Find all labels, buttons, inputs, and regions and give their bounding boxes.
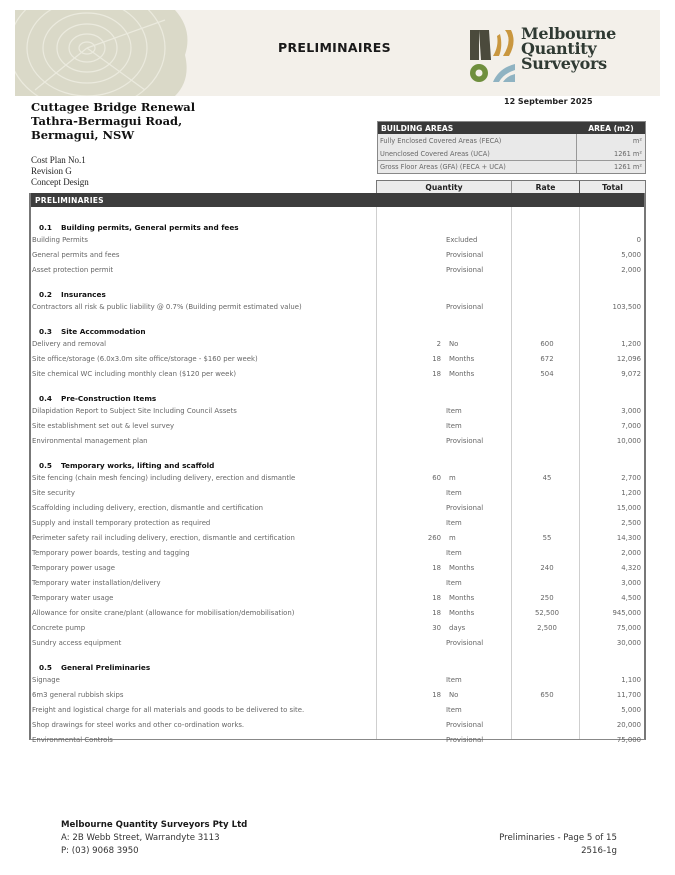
item-description: Environmental Controls bbox=[32, 735, 113, 744]
item-quantity: 18 bbox=[432, 563, 441, 572]
item-quantity: 18 bbox=[432, 690, 441, 699]
item-description: 6m3 general rubbish skips bbox=[32, 690, 124, 699]
page-number: Preliminaries - Page 5 of 15 bbox=[499, 833, 617, 843]
section-number: 0.5 bbox=[39, 461, 52, 470]
design-stage-label: Concept Design bbox=[31, 177, 89, 187]
item-unit: No bbox=[449, 339, 459, 348]
section-spacer bbox=[31, 207, 644, 217]
item-description: Asset protection permit bbox=[32, 265, 114, 274]
item-total: 14,300 bbox=[616, 533, 641, 542]
table-row bbox=[31, 620, 644, 635]
table-row bbox=[31, 575, 644, 590]
column-header-total: Total bbox=[602, 182, 623, 192]
item-unit: Months bbox=[449, 563, 475, 572]
table-row bbox=[31, 336, 644, 351]
item-unit: Months bbox=[449, 593, 475, 602]
item-unit: m bbox=[449, 473, 456, 482]
item-unit: Provisional bbox=[446, 735, 484, 744]
table-row bbox=[31, 530, 644, 545]
building-areas-header: BUILDING AREAS AREA (m2) bbox=[378, 122, 645, 134]
footer-company-info bbox=[61, 819, 247, 858]
item-rate: 504 bbox=[540, 369, 554, 378]
item-unit: Item bbox=[446, 421, 462, 430]
item-total: 75,000 bbox=[616, 623, 641, 632]
item-description: Supply and install temporary protection as required bbox=[32, 518, 211, 527]
column-headers bbox=[376, 180, 646, 193]
section-number: 0.5 bbox=[39, 663, 52, 672]
item-rate: 45 bbox=[542, 473, 552, 482]
table-row bbox=[31, 560, 644, 575]
section-title: Temporary works, lifting and scaffold bbox=[61, 461, 215, 470]
item-total: 2,700 bbox=[621, 473, 641, 482]
item-quantity: 18 bbox=[432, 369, 441, 378]
table-row bbox=[31, 351, 644, 366]
item-total: 0 bbox=[636, 235, 641, 244]
item-description: Perimeter safety rail including delivery, erection, dismantle and certification bbox=[32, 533, 295, 542]
table-row bbox=[31, 262, 644, 277]
table-row bbox=[31, 672, 644, 687]
item-total: 2,500 bbox=[621, 518, 641, 527]
item-unit: Provisional bbox=[446, 503, 484, 512]
item-total: 2,000 bbox=[621, 548, 641, 557]
item-description: Signage bbox=[32, 675, 60, 684]
section-heading bbox=[31, 388, 644, 403]
item-description: Site office/storage (6.0x3.0m site office/storage - $160 per week) bbox=[32, 354, 258, 363]
section-spacer bbox=[31, 277, 644, 284]
item-unit: Item bbox=[446, 406, 462, 415]
item-rate: 2,500 bbox=[537, 623, 557, 632]
item-total: 9,072 bbox=[621, 369, 641, 378]
item-unit: Item bbox=[446, 488, 462, 497]
item-description: Environmental management plan bbox=[32, 436, 148, 445]
item-description: Site security bbox=[32, 488, 75, 497]
table-row bbox=[31, 418, 644, 433]
item-unit: Provisional bbox=[446, 250, 484, 259]
item-description: Temporary water installation/delivery bbox=[32, 578, 161, 587]
item-description: Temporary power boards, testing and tagging bbox=[32, 548, 190, 557]
item-unit: Provisional bbox=[446, 436, 484, 445]
item-total: 75,000 bbox=[616, 735, 641, 744]
item-unit: Item bbox=[446, 705, 462, 714]
table-row bbox=[31, 485, 644, 500]
section-number: 0.2 bbox=[39, 290, 52, 299]
section-title: Site Accommodation bbox=[61, 327, 146, 336]
item-unit: Provisional bbox=[446, 638, 484, 647]
table-row bbox=[31, 500, 644, 515]
footer-company: Melbourne Quantity Surveyors Pty Ltd bbox=[61, 820, 248, 830]
table-row bbox=[31, 717, 644, 732]
area-row: Fully Enclosed Covered Areas (FECA) m² bbox=[378, 134, 645, 147]
item-total: 103,500 bbox=[612, 302, 641, 311]
footer-phone: P: (03) 9068 3950 bbox=[61, 846, 139, 856]
section-number: 0.4 bbox=[39, 394, 52, 403]
header-banner bbox=[15, 10, 660, 96]
building-areas-table bbox=[377, 121, 646, 174]
tree-rings-graphic bbox=[15, 10, 190, 96]
section-heading bbox=[31, 284, 644, 299]
item-total: 4,320 bbox=[621, 563, 641, 572]
cost-plan-label: Cost Plan No.1 bbox=[31, 155, 86, 165]
item-description: Concrete pump bbox=[32, 623, 86, 632]
table-row bbox=[31, 545, 644, 560]
item-description: Scaffolding including delivery, erection, dismantle and certification bbox=[32, 503, 264, 512]
item-rate: 55 bbox=[542, 533, 552, 542]
item-description: Sundry access equipment bbox=[32, 638, 122, 647]
item-description: Delivery and removal bbox=[32, 339, 107, 348]
table-row bbox=[31, 590, 644, 605]
table-row bbox=[31, 702, 644, 717]
item-unit: Months bbox=[449, 608, 475, 617]
item-total: 12,096 bbox=[616, 354, 641, 363]
document-date: 12 September 2025 bbox=[504, 97, 593, 106]
item-unit: Provisional bbox=[446, 265, 484, 274]
table-row bbox=[31, 470, 644, 485]
section-heading bbox=[31, 657, 644, 672]
item-total: 11,700 bbox=[616, 690, 641, 699]
item-rate: 52,500 bbox=[534, 608, 560, 617]
item-quantity: 30 bbox=[432, 623, 441, 632]
item-rate: 240 bbox=[540, 563, 554, 572]
project-meta bbox=[31, 155, 89, 188]
area-row: Unenclosed Covered Areas (UCA) 1261 m² bbox=[378, 147, 645, 160]
table-row bbox=[31, 732, 644, 747]
item-unit: Provisional bbox=[446, 302, 484, 311]
section-spacer bbox=[31, 650, 644, 657]
item-total: 15,000 bbox=[616, 503, 641, 512]
footer-address: A: 2B Webb Street, Warrandyte 3113 bbox=[61, 833, 220, 843]
item-description: Freight and logistical charge for all materials and goods to be delivered to site. bbox=[32, 705, 305, 714]
item-description: Dilapidation Report to Subject Site Including Council Assets bbox=[32, 406, 237, 415]
section-spacer bbox=[31, 381, 644, 388]
item-total: 5,000 bbox=[621, 705, 641, 714]
item-total: 3,000 bbox=[621, 578, 641, 587]
item-total: 1,200 bbox=[621, 339, 641, 348]
item-total: 945,000 bbox=[612, 608, 641, 617]
item-unit: days bbox=[449, 623, 466, 632]
item-total: 2,000 bbox=[621, 265, 641, 274]
table-row bbox=[31, 366, 644, 381]
area-row: Gross Floor Areas (GFA) (FECA + UCA) 1261 m² bbox=[378, 160, 645, 173]
item-description: Contractors all risk & public liability @ 0.7% (Building permit estimated value) bbox=[32, 302, 302, 311]
item-unit: Item bbox=[446, 518, 462, 527]
item-unit: Months bbox=[449, 369, 475, 378]
item-description: General permits and fees bbox=[32, 250, 120, 259]
section-title: Building permits, General permits and fees bbox=[61, 223, 239, 232]
item-total: 3,000 bbox=[621, 406, 641, 415]
section-spacer bbox=[31, 448, 644, 455]
item-total: 30,000 bbox=[616, 638, 641, 647]
item-quantity: 18 bbox=[432, 608, 441, 617]
item-description: Allowance for onsite crane/plant (allowance for mobilisation/demobilisation) bbox=[32, 608, 295, 617]
item-rate: 600 bbox=[540, 339, 554, 348]
item-unit: Provisional bbox=[446, 720, 484, 729]
section-heading bbox=[31, 455, 644, 470]
column-header-quantity: Quantity bbox=[377, 181, 512, 193]
item-description: Temporary water usage bbox=[32, 593, 114, 602]
logo-wordmark: Melbourne Quantity Surveyors bbox=[521, 24, 617, 73]
table-body bbox=[31, 207, 644, 747]
item-total: 10,000 bbox=[616, 436, 641, 445]
item-total: 1,200 bbox=[621, 488, 641, 497]
item-description: Site establishment set out & level survey bbox=[32, 421, 175, 430]
item-unit: Item bbox=[446, 675, 462, 684]
logo-mark-icon bbox=[469, 26, 519, 86]
table-row bbox=[31, 433, 644, 448]
item-unit: Excluded bbox=[446, 235, 478, 244]
revision-label: Revision G bbox=[31, 166, 72, 176]
item-quantity: 260 bbox=[427, 533, 441, 542]
table-row bbox=[31, 687, 644, 702]
item-total: 5,000 bbox=[621, 250, 641, 259]
item-description: Site fencing (chain mesh fencing) including delivery, erection and dismantle bbox=[32, 473, 296, 482]
section-heading bbox=[31, 321, 644, 336]
item-description: Shop drawings for steel works and other co-ordination works. bbox=[32, 720, 245, 729]
column-header-rate: Rate bbox=[512, 181, 580, 193]
company-logo bbox=[469, 26, 649, 86]
item-rate: 250 bbox=[540, 593, 554, 602]
item-total: 20,000 bbox=[616, 720, 641, 729]
item-quantity: 18 bbox=[432, 593, 441, 602]
section-title: Insurances bbox=[61, 290, 106, 299]
page-title: PRELIMINAIRES bbox=[278, 40, 391, 55]
section-number: 0.3 bbox=[39, 327, 52, 336]
project-title: Cuttagee Bridge Renewal Tathra-Bermagui Road, Bermagui, NSW bbox=[31, 100, 196, 142]
item-rate: 650 bbox=[540, 690, 554, 699]
table-row bbox=[31, 403, 644, 418]
item-quantity: 18 bbox=[432, 354, 441, 363]
item-total: 7,000 bbox=[621, 421, 641, 430]
document-ref: 2516-1g bbox=[581, 846, 617, 856]
table-row bbox=[31, 635, 644, 650]
item-total: 1,100 bbox=[621, 675, 641, 684]
item-unit: Months bbox=[449, 354, 475, 363]
table-title-bar: PRELIMINARIES bbox=[31, 193, 644, 207]
section-title: Pre-Construction Items bbox=[61, 394, 157, 403]
table-row bbox=[31, 299, 644, 314]
item-unit: Item bbox=[446, 578, 462, 587]
table-row bbox=[31, 232, 644, 247]
item-unit: m bbox=[449, 533, 456, 542]
item-total: 4,500 bbox=[621, 593, 641, 602]
footer-page-info bbox=[499, 832, 617, 858]
section-number: 0.1 bbox=[39, 223, 52, 232]
item-unit: Item bbox=[446, 548, 462, 557]
preliminaries-table bbox=[29, 193, 646, 744]
item-rate: 672 bbox=[540, 354, 554, 363]
item-description: Building Permits bbox=[32, 235, 88, 244]
item-quantity: 60 bbox=[432, 473, 441, 482]
item-description: Site chemical WC including monthly clean ($120 per week) bbox=[32, 369, 237, 378]
item-quantity: 2 bbox=[436, 339, 441, 348]
section-title: General Preliminaries bbox=[61, 663, 151, 672]
item-unit: No bbox=[449, 690, 459, 699]
item-description: Temporary power usage bbox=[32, 563, 116, 572]
table-row bbox=[31, 605, 644, 620]
table-row bbox=[31, 247, 644, 262]
section-spacer bbox=[31, 314, 644, 321]
table-row bbox=[31, 515, 644, 530]
section-heading bbox=[31, 217, 644, 232]
